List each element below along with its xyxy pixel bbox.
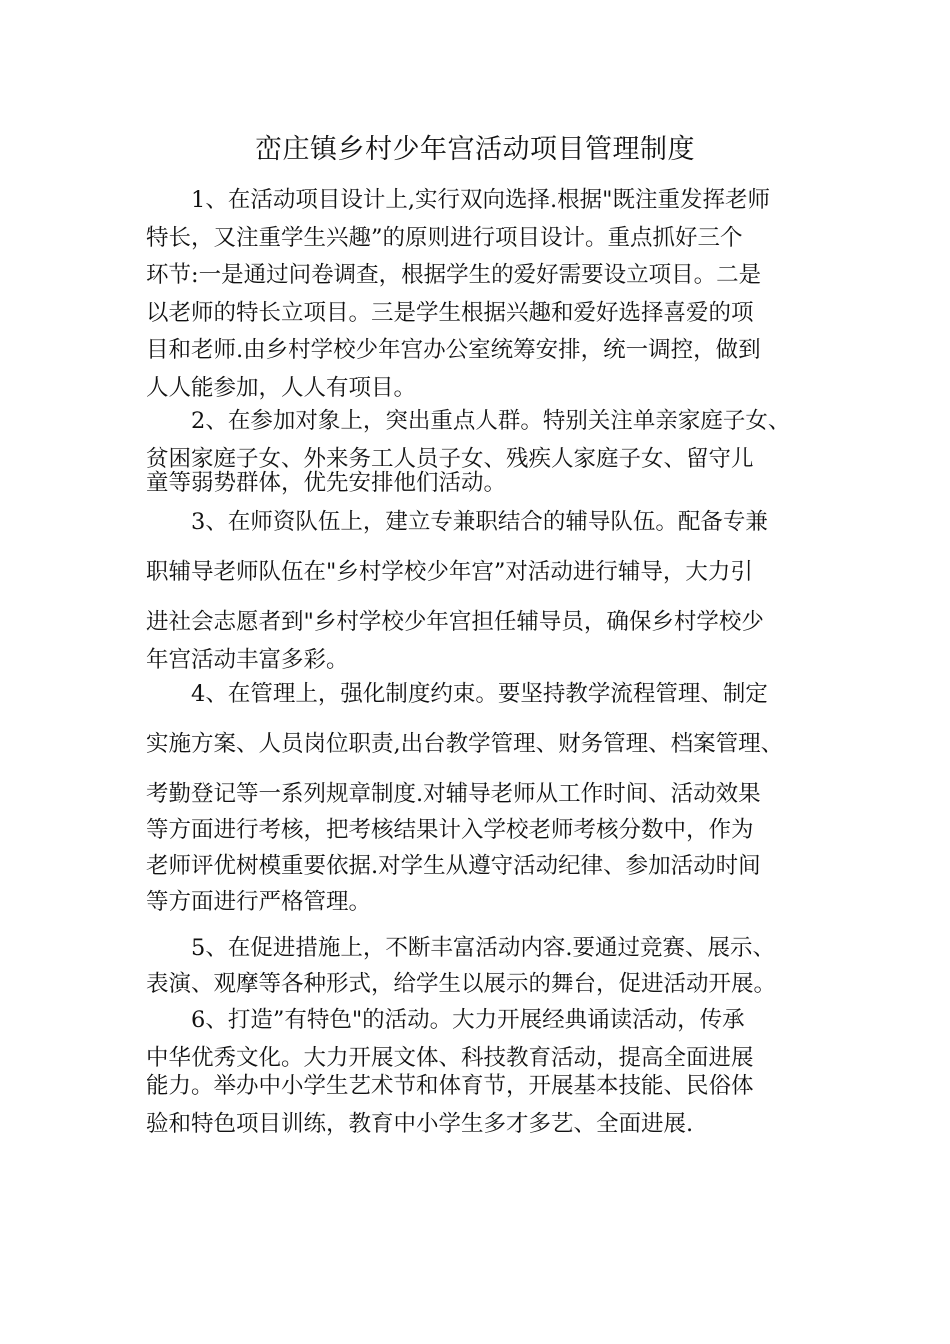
paragraph-4 xyxy=(146,676,836,920)
paragraph-line: 3、在师资队伍上，建立专兼职结合的辅导队伍。配备专兼 xyxy=(191,509,768,535)
paragraph-3 xyxy=(146,503,836,679)
paragraph-line: 特长，又注重学生兴趣”的原则进行项目设计。重点抓好三个 xyxy=(146,224,743,251)
paragraph-line: 验和特色项目训练，教育中小学生多才多艺、全面进展. xyxy=(146,1111,694,1137)
paragraph-6 xyxy=(146,1003,836,1141)
paragraph-line: 中华优秀文化。大力开展文体、科技教育活动，提高全面进展 xyxy=(146,1045,754,1071)
document-title: 峦庄镇乡村少年宫活动项目管理制度 xyxy=(255,134,695,165)
paragraph-line: 进社会志愿者到"乡村学校少年宫担任辅导员，确保乡村学校少 xyxy=(146,609,764,635)
paragraph-line: 6、打造”有特色"的活动。大力开展经典诵读活动，传承 xyxy=(191,1007,745,1033)
paragraph-line: 人人能参加，人人有项目。 xyxy=(146,374,417,401)
paragraph-line: 以老师的特长立项目。三是学生根据兴趣和爱好选择喜爱的项 xyxy=(146,299,754,326)
paragraph-line: 等方面进行严格管理。 xyxy=(146,889,372,915)
paragraph-line: 等方面进行考核，把考核结果计入学校老师考核分数中，作为 xyxy=(146,817,754,843)
paragraph-line: 童等弱势群体，优先安排他们活动。 xyxy=(146,470,507,496)
paragraph-line: 1、在活动项目设计上,实行双向选择.根据"既注重发挥老师 xyxy=(191,187,770,213)
paragraph-line: 表演、观摩等各种形式，给学生以展示的舞台，促进活动开展。 xyxy=(146,971,777,997)
paragraph-line: 实施方案、人员岗位职责,出台教学管理、财务管理、档案管理、 xyxy=(146,731,784,757)
paragraph-line: 职辅导老师队伍在"乡村学校少年宫”对活动进行辅导，大力引 xyxy=(146,559,753,585)
paragraph-line: 考勤登记等一系列规章制度.对辅导老师从工作时间、活动效果 xyxy=(146,781,761,807)
paragraph-2 xyxy=(146,405,836,499)
paragraph-line: 环节:一是通过问卷调查，根据学生的爱好需要设立项目。二是 xyxy=(146,262,762,289)
paragraph-line: 5、在促进措施上，不断丰富活动内容.要通过竞赛、展示、 xyxy=(191,935,775,961)
paragraph-5 xyxy=(146,930,836,1002)
paragraph-line: 老师评优树模重要依据.对学生从遵守活动纪律、参加活动时间 xyxy=(146,853,761,879)
paragraph-line: 贫困家庭子女、外来务工人员子女、残疾人家庭子女、留守儿 xyxy=(146,446,754,472)
paragraph-line: 能力。举办中小学生艺术节和体育节，开展基本技能、民俗体 xyxy=(146,1073,754,1099)
paragraph-line: 目和老师.由乡村学校少年宫办公室统筹安排，统一调控，做到 xyxy=(146,337,761,364)
paragraph-line: 2、在参加对象上，突出重点人群。特别关注单亲家庭子女、 xyxy=(191,408,791,434)
paragraph-1 xyxy=(146,182,836,408)
paragraph-line: 年宫活动丰富多彩。 xyxy=(146,647,349,673)
paragraph-line: 4、在管理上，强化制度约束。要坚持教学流程管理、制定 xyxy=(191,681,768,707)
